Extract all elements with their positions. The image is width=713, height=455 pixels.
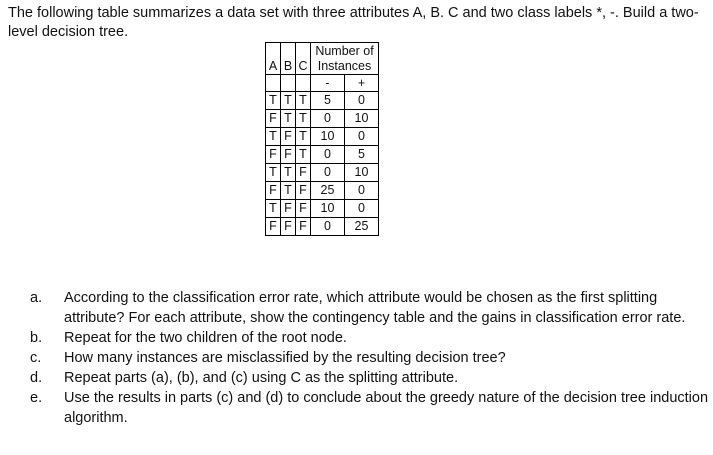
question-item xyxy=(30,348,710,368)
question-text: Repeat parts (a), (b), and (c) using C as the splitting attribute. xyxy=(64,370,459,386)
question-list xyxy=(30,288,710,428)
question-text: How many instances are misclassified by the resulting decision tree? xyxy=(64,350,506,366)
cell-c: T xyxy=(296,92,311,110)
table-body xyxy=(266,92,379,236)
cell-positive-count: 5 xyxy=(345,146,379,164)
cell-positive-count: 0 xyxy=(345,128,379,146)
cell-b: T xyxy=(281,110,296,128)
cell-negative-count: 5 xyxy=(311,92,345,110)
cell-negative-count: 0 xyxy=(311,146,345,164)
table-row xyxy=(266,218,379,236)
cell-c: F xyxy=(296,200,311,218)
cell-negative-count: 10 xyxy=(311,200,345,218)
cell-b: F xyxy=(281,128,296,146)
question-item xyxy=(30,288,710,328)
question-letter: e. xyxy=(30,390,43,406)
question-text: Use the results in parts (c) and (d) to conclude about the greedy nature of the decision tree induction algorithm. xyxy=(64,390,709,426)
cell-negative-count: 10 xyxy=(311,128,345,146)
question-letter: b. xyxy=(30,330,43,346)
cell-c: T xyxy=(296,146,311,164)
cell-negative-count: 0 xyxy=(311,218,345,236)
cell-b: T xyxy=(281,92,296,110)
table-row xyxy=(266,200,379,218)
header-c: C xyxy=(296,43,311,75)
cell-a: T xyxy=(266,164,281,182)
cell-c: T xyxy=(296,128,311,146)
question-text: According to the classification error rate, which attribute would be chosen as the first splitting attribute? For each attribute, show the contingency table and the gains in classification error rate. xyxy=(64,290,686,326)
cell-positive-count: 0 xyxy=(345,182,379,200)
question-letter: a. xyxy=(30,290,43,306)
header-a: A xyxy=(266,43,281,75)
cell-b: T xyxy=(281,164,296,182)
cell-positive-count: 25 xyxy=(345,218,379,236)
cell-a: T xyxy=(266,128,281,146)
question-text: Repeat for the two children of the root node. xyxy=(64,330,347,346)
question-item xyxy=(30,388,710,428)
table-row xyxy=(266,164,379,182)
cell-a: T xyxy=(266,200,281,218)
cell-positive-count: 0 xyxy=(345,200,379,218)
table-row xyxy=(266,92,379,110)
cell-positive-count: 0 xyxy=(345,92,379,110)
cell-negative-count: 0 xyxy=(311,164,345,182)
problem-intro: The following table summarizes a data set with three attributes A, B. C and two class labels *, -. Build a two-level decision tree. xyxy=(8,5,699,40)
question-item xyxy=(30,328,710,348)
table-row xyxy=(266,182,379,200)
cell-b: T xyxy=(281,182,296,200)
table-row xyxy=(266,146,379,164)
header-number-of-instances: Number of Instances xyxy=(311,43,379,75)
cell-c: F xyxy=(296,182,311,200)
cell-a: F xyxy=(266,182,281,200)
cell-negative-count: 0 xyxy=(311,110,345,128)
data-table xyxy=(265,42,379,236)
header-b: B xyxy=(281,43,296,75)
cell-a: T xyxy=(266,92,281,110)
header-negative: - xyxy=(311,75,345,92)
cell-c: F xyxy=(296,218,311,236)
question-letter: c. xyxy=(30,350,42,366)
header-positive: + xyxy=(345,75,379,92)
cell-positive-count: 10 xyxy=(345,110,379,128)
cell-c: F xyxy=(296,164,311,182)
cell-a: F xyxy=(266,110,281,128)
cell-a: F xyxy=(266,146,281,164)
cell-positive-count: 10 xyxy=(345,164,379,182)
table-row xyxy=(266,110,379,128)
question-item xyxy=(30,368,710,388)
question-letter: d. xyxy=(30,370,43,386)
table-row xyxy=(266,128,379,146)
cell-b: F xyxy=(281,218,296,236)
cell-negative-count: 25 xyxy=(311,182,345,200)
cell-b: F xyxy=(281,200,296,218)
cell-c: T xyxy=(296,110,311,128)
cell-b: F xyxy=(281,146,296,164)
cell-a: F xyxy=(266,218,281,236)
